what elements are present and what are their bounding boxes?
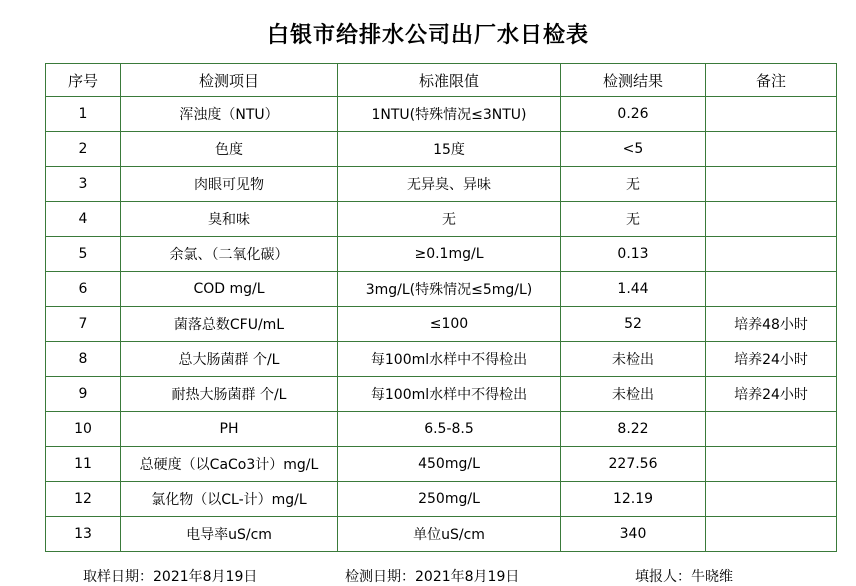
cell-result: 无 <box>561 202 706 237</box>
table-row <box>46 447 837 482</box>
table-row <box>46 342 837 377</box>
table-row <box>46 412 837 447</box>
cell-limit: 6.5-8.5 <box>338 412 561 447</box>
table-row <box>46 377 837 412</box>
table-row <box>46 237 837 272</box>
cell-result: 未检出 <box>561 377 706 412</box>
cell-no: 2 <box>46 132 121 167</box>
cell-remark <box>706 132 837 167</box>
cell-remark: 培养24小时 <box>706 342 837 377</box>
cell-item: 电导率uS/cm <box>121 517 338 552</box>
cell-limit: ≤100 <box>338 307 561 342</box>
cell-limit: 15度 <box>338 132 561 167</box>
cell-limit: 3mg/L(特殊情况≤5mg/L) <box>338 272 561 307</box>
table-row <box>46 482 837 517</box>
cell-remark <box>706 97 837 132</box>
column-header-limit: 标准限值 <box>338 64 561 97</box>
water-quality-table <box>45 63 837 552</box>
cell-result: 未检出 <box>561 342 706 377</box>
cell-limit: ≥0.1mg/L <box>338 237 561 272</box>
cell-result: 8.22 <box>561 412 706 447</box>
cell-no: 9 <box>46 377 121 412</box>
cell-item: COD mg/L <box>121 272 338 307</box>
table-row <box>46 167 837 202</box>
table-row <box>46 307 837 342</box>
cell-item: PH <box>121 412 338 447</box>
table-row <box>46 272 837 307</box>
column-header-item: 检测项目 <box>121 64 338 97</box>
cell-no: 13 <box>46 517 121 552</box>
cell-remark <box>706 517 837 552</box>
cell-no: 4 <box>46 202 121 237</box>
reporter-text: 填报人：牛晓维 <box>635 569 733 585</box>
cell-limit: 250mg/L <box>338 482 561 517</box>
cell-item: 肉眼可见物 <box>121 167 338 202</box>
cell-remark <box>706 412 837 447</box>
cell-item: 浑浊度（NTU） <box>121 97 338 132</box>
cell-limit: 单位uS/cm <box>338 517 561 552</box>
cell-limit: 1NTU(特殊情况≤3NTU) <box>338 97 561 132</box>
cell-no: 6 <box>46 272 121 307</box>
cell-remark: 培养48小时 <box>706 307 837 342</box>
table-header-row <box>46 64 837 97</box>
cell-item: 菌落总数CFU/mL <box>121 307 338 342</box>
cell-result: 52 <box>561 307 706 342</box>
cell-limit: 每100ml水样中不得检出 <box>338 377 561 412</box>
cell-item: 氯化物（以CL-计）mg/L <box>121 482 338 517</box>
column-header-result: 检测结果 <box>561 64 706 97</box>
cell-item: 色度 <box>121 132 338 167</box>
table-row <box>46 97 837 132</box>
cell-result: 1.44 <box>561 272 706 307</box>
cell-limit: 无异臭、异味 <box>338 167 561 202</box>
page-title: 白银市给排水公司出厂水日检表 <box>266 23 589 48</box>
cell-no: 5 <box>46 237 121 272</box>
cell-no: 12 <box>46 482 121 517</box>
cell-no: 3 <box>46 167 121 202</box>
cell-item: 臭和味 <box>121 202 338 237</box>
cell-remark <box>706 202 837 237</box>
report-table-container <box>0 63 856 552</box>
document-footer <box>0 552 856 586</box>
cell-limit: 无 <box>338 202 561 237</box>
cell-item: 总硬度（以CaCo3计）mg/L <box>121 447 338 482</box>
cell-item: 总大肠菌群 个/L <box>121 342 338 377</box>
test-date-text: 检测日期：2021年8月19日 <box>345 569 520 585</box>
cell-remark <box>706 272 837 307</box>
cell-no: 1 <box>46 97 121 132</box>
cell-item: 耐热大肠菌群 个/L <box>121 377 338 412</box>
cell-no: 8 <box>46 342 121 377</box>
cell-no: 7 <box>46 307 121 342</box>
cell-result: 12.19 <box>561 482 706 517</box>
cell-remark <box>706 482 837 517</box>
cell-no: 10 <box>46 412 121 447</box>
cell-item: 余氯、（二氧化碳） <box>121 237 338 272</box>
column-header-no: 序号 <box>46 64 121 97</box>
table-row <box>46 132 837 167</box>
cell-remark <box>706 237 837 272</box>
cell-result: 0.26 <box>561 97 706 132</box>
cell-remark <box>706 447 837 482</box>
cell-result: 227.56 <box>561 447 706 482</box>
cell-limit: 每100ml水样中不得检出 <box>338 342 561 377</box>
cell-result: 无 <box>561 167 706 202</box>
cell-result: 340 <box>561 517 706 552</box>
column-header-remark: 备注 <box>706 64 837 97</box>
cell-remark: 培养24小时 <box>706 377 837 412</box>
cell-result: 0.13 <box>561 237 706 272</box>
cell-no: 11 <box>46 447 121 482</box>
cell-limit: 450mg/L <box>338 447 561 482</box>
sample-date-text: 取样日期：2021年8月19日 <box>83 569 258 585</box>
cell-remark <box>706 167 837 202</box>
cell-result: <5 <box>561 132 706 167</box>
table-row <box>46 517 837 552</box>
table-row <box>46 202 837 237</box>
